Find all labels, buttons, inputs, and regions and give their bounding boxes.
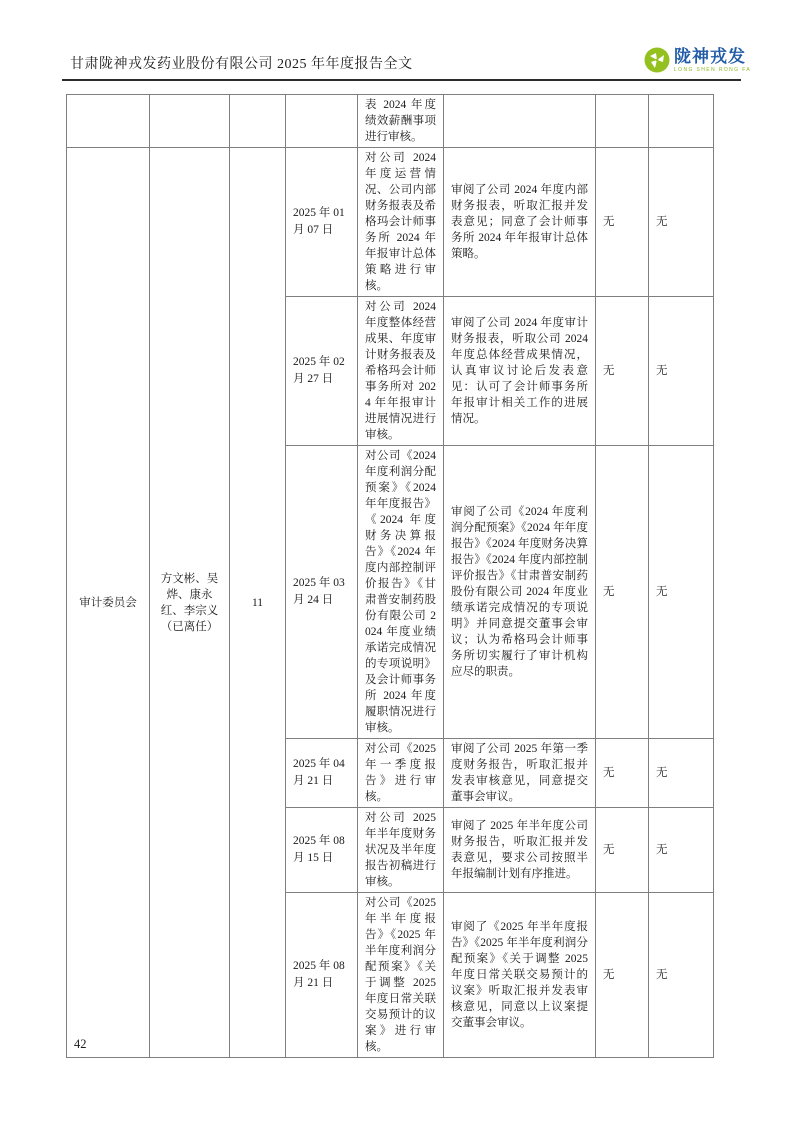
- other-cell: 无: [649, 148, 714, 297]
- meeting-date-cell: 2025 年 04 月 21 日: [286, 739, 358, 808]
- meeting-opinion-cell: 审阅了公司 2024 年度审计财务报表，听取公司 2024 年度总体经营成果情况，认真审议讨论后发表意见：认可了会计师事务所年报审计相关工作的进展情况。: [444, 297, 596, 446]
- objection-cell: 无: [596, 808, 649, 893]
- page-title: 甘肃陇神戎发药业股份有限公司 2025 年年度报告全文: [70, 57, 413, 72]
- objection-cell: 无: [596, 446, 649, 739]
- logo-text: [674, 47, 751, 73]
- empty-cell: [596, 95, 649, 148]
- pinwheel-logo-icon: [644, 47, 670, 73]
- objection-cell: 无: [596, 297, 649, 446]
- audit-committee-meetings-table: [66, 94, 714, 1058]
- other-cell: 无: [649, 893, 714, 1058]
- meeting-content-cell: 对公司 2024 年度整体经营成果、年度审计财务报表及希格玛会计师事务所对 2024 年年报审计进展情况进行审核。: [358, 297, 444, 446]
- committee-members-cell: 方文彬、吴烨、康永红、李宗义（已离任）: [150, 148, 230, 1058]
- meeting-date-cell: 2025 年 08 月 15 日: [286, 808, 358, 893]
- other-cell: 无: [649, 739, 714, 808]
- empty-cell: [286, 95, 358, 148]
- page-number: 42: [74, 1037, 87, 1051]
- objection-cell: 无: [596, 739, 649, 808]
- logo-name: 陇神戎发: [674, 47, 746, 66]
- other-cell: 无: [649, 808, 714, 893]
- meeting-opinion-cell: 审阅了《2025 年半年度报告》《2025 年半年度利润分配预案》《关于调整 2025 年度日常关联交易预计的议案》听取汇报并发表审核意见，同意以上议案提交董事会审议。: [444, 893, 596, 1058]
- meeting-opinion-cell: 审阅了公司《2024 年度利润分配预案》《2024 年年度报告》《2024 年度财务决算报告》《2024 年度内部控制评价报告》《甘肃普安制药股份有限公司 2024 年度业绩承诺完成情况的专项说明》并同意提交董事会审议；认为希格玛会计师事务所切实履行了审计机构应尽的职责。: [444, 446, 596, 739]
- meeting-date-cell: 2025 年 08 月 21 日: [286, 893, 358, 1058]
- committee-name-cell: 审计委员会: [67, 148, 150, 1058]
- meeting-content-cell: 对公司《2024 年度利润分配预案》《2024 年年度报告》《2024 年度财务决算报告》《2024 年度内部控制评价报告》《甘肃普安制药股份有限公司 2024 年度业绩承诺完成情况的专项说明》及会计师事务所 2024 年度履职情况进行审核。: [358, 446, 444, 739]
- meeting-content-cell: 对公司 2024 年度运营情况、公司内部财务报表及希格玛会计师事务所 2024 年年报审计总体策略进行审核。: [358, 148, 444, 297]
- meeting-opinion-cell: 审阅了公司 2024 年度内部财务报表，听取汇报并发表意见；同意了会计师事务所 2024 年年报审计总体策略。: [444, 148, 596, 297]
- meeting-opinion-cell: 审阅了 2025 年半年度公司财务报告，听取汇报并发表意见，要求公司按照半年报编制计划有序推进。: [444, 808, 596, 893]
- empty-cell: [67, 95, 150, 148]
- meeting-opinion-cell: 审阅了公司 2025 年第一季度财务报告，听取汇报并发表审核意见，同意提交董事会审议。: [444, 739, 596, 808]
- objection-cell: 无: [596, 148, 649, 297]
- empty-cell: [230, 95, 286, 148]
- meeting-content-cell: 对公司 2025 年半年度财务状况及半年度报告初稿进行审核。: [358, 808, 444, 893]
- meeting-content-cell: 对公司《2025 年一季度报告》进行审核。: [358, 739, 444, 808]
- meeting-date-cell: 2025 年 02 月 27 日: [286, 297, 358, 446]
- empty-cell: [649, 95, 714, 148]
- table-row-meeting-1: [67, 148, 714, 297]
- table-row-carryover: [67, 95, 714, 148]
- other-cell: 无: [649, 297, 714, 446]
- header-divider: [62, 79, 741, 81]
- carryover-content-cell: 表 2024 年度绩效薪酬事项进行审核。: [358, 95, 444, 148]
- logo-subtitle: LONG SHEN RONG FA: [674, 67, 752, 73]
- empty-cell: [150, 95, 230, 148]
- meeting-date-cell: 2025 年 03 月 24 日: [286, 446, 358, 739]
- other-cell: 无: [649, 446, 714, 739]
- empty-cell: [444, 95, 596, 148]
- meeting-content-cell: 对公司《2025 年半年度报告》《2025 年半年度利润分配预案》《关于调整 2025 年度日常关联交易预计的议案》进行审核。: [358, 893, 444, 1058]
- objection-cell: 无: [596, 893, 649, 1058]
- meeting-date-cell: 2025 年 01 月 07 日: [286, 148, 358, 297]
- company-logo: [644, 47, 751, 73]
- meeting-count-cell: 11: [230, 148, 286, 1058]
